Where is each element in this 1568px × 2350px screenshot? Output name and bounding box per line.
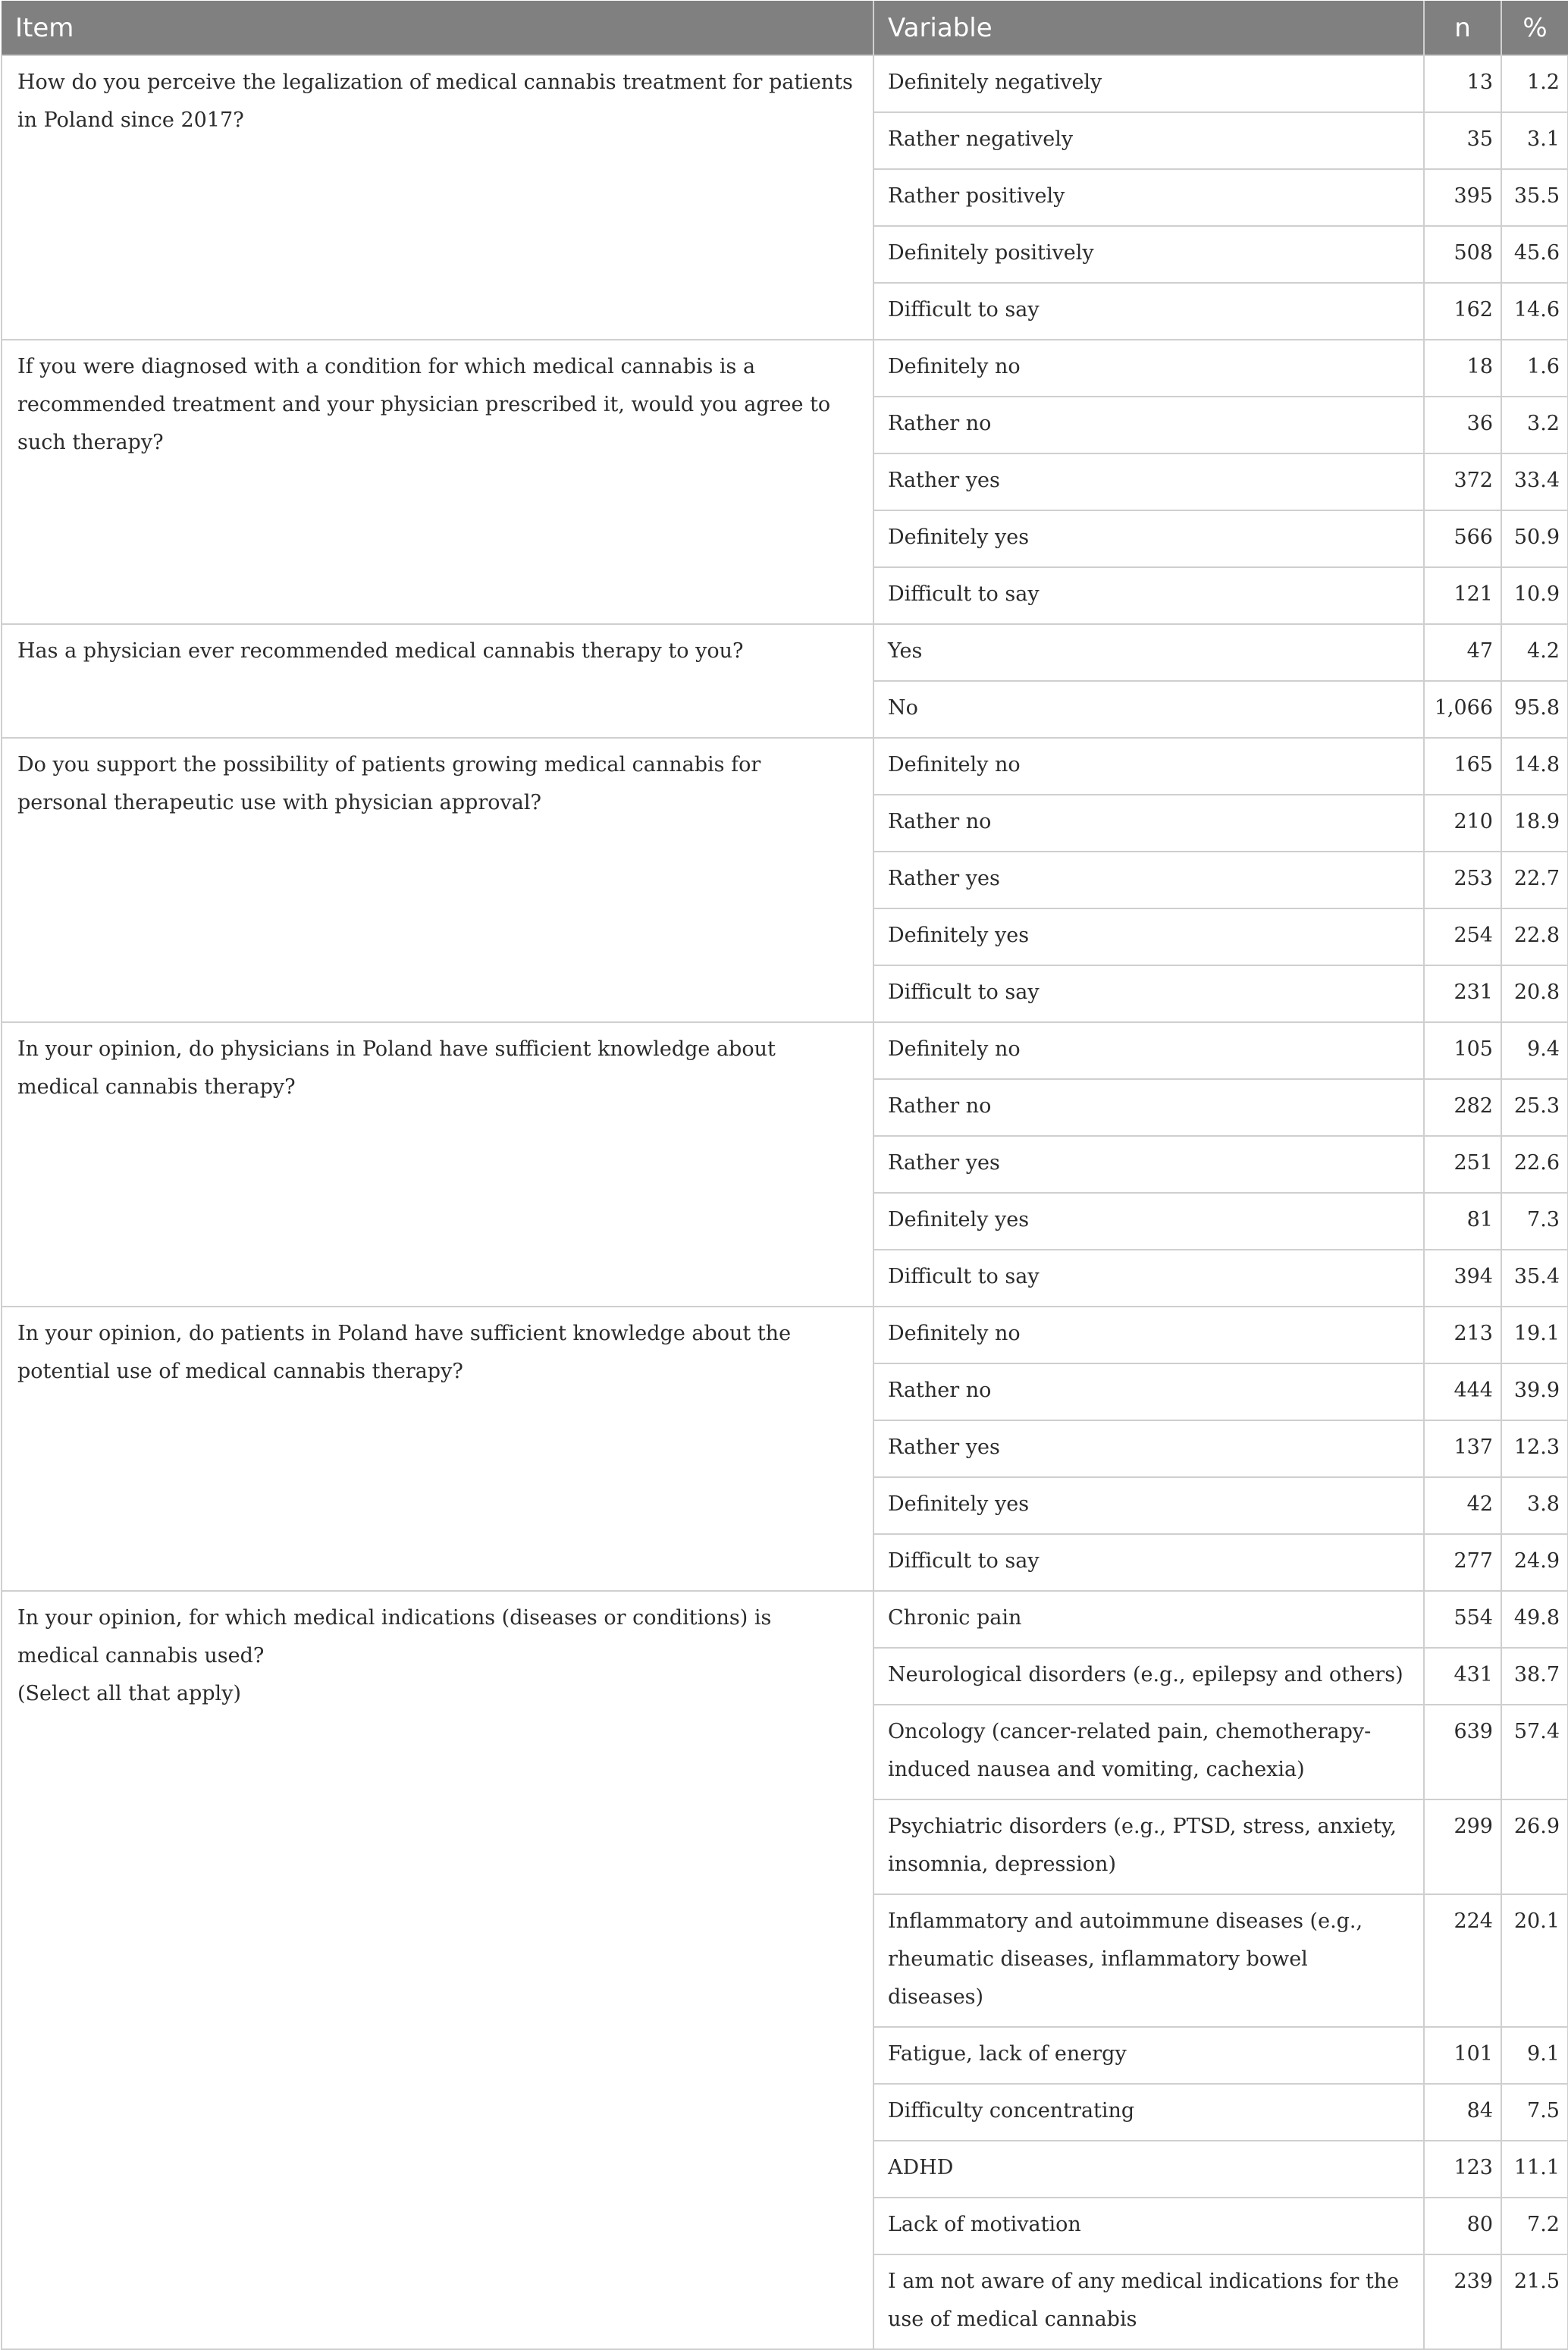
variable-cell: Definitely no [873, 340, 1424, 397]
percent-cell: 22.6 [1501, 1136, 1568, 1193]
table-row [2, 624, 1568, 681]
count-cell: 395 [1424, 169, 1501, 226]
percent-cell: 9.1 [1501, 2027, 1568, 2084]
count-cell: 18 [1424, 340, 1501, 397]
item-question-note: (Select all that apply) [17, 1682, 241, 1705]
count-cell: 42 [1424, 1477, 1501, 1534]
count-cell: 1,066 [1424, 681, 1501, 738]
percent-cell: 10.9 [1501, 567, 1568, 624]
variable-cell: Definitely no [873, 1022, 1424, 1079]
count-cell: 123 [1424, 2141, 1501, 2198]
variable-cell: Yes [873, 624, 1424, 681]
percent-cell: 25.3 [1501, 1079, 1568, 1136]
count-cell: 210 [1424, 795, 1501, 852]
count-cell: 162 [1424, 283, 1501, 340]
percent-cell: 22.8 [1501, 908, 1568, 965]
percent-cell: 21.5 [1501, 2254, 1568, 2349]
item-question-cell [2, 624, 873, 738]
percent-cell: 20.8 [1501, 965, 1568, 1022]
percent-cell: 1.6 [1501, 340, 1568, 397]
variable-cell: Definitely yes [873, 1193, 1424, 1250]
table-header [2, 1, 1568, 55]
item-question-text: If you were diagnosed with a condition for which medical cannabis is a recommended treatment and your physician prescribed it, would you agree to such therapy? [17, 355, 831, 454]
header-variable: Variable [873, 1, 1424, 55]
variable-cell: Neurological disorders (e.g., epilepsy and others) [873, 1648, 1424, 1705]
percent-cell: 39.9 [1501, 1363, 1568, 1420]
count-cell: 224 [1424, 1894, 1501, 2027]
variable-cell: Definitely yes [873, 510, 1424, 567]
count-cell: 277 [1424, 1534, 1501, 1591]
count-cell: 282 [1424, 1079, 1501, 1136]
percent-cell: 57.4 [1501, 1705, 1568, 1799]
count-cell: 121 [1424, 567, 1501, 624]
count-cell: 137 [1424, 1420, 1501, 1477]
count-cell: 165 [1424, 738, 1501, 795]
variable-cell: Rather positively [873, 169, 1424, 226]
item-question-cell [2, 738, 873, 1022]
header-percent: % [1501, 1, 1568, 55]
percent-cell: 24.9 [1501, 1534, 1568, 1591]
count-cell: 213 [1424, 1307, 1501, 1363]
survey-table [1, 1, 1568, 2350]
variable-cell: Difficult to say [873, 567, 1424, 624]
count-cell: 13 [1424, 55, 1501, 112]
variable-cell: Definitely no [873, 1307, 1424, 1363]
item-question-text: How do you perceive the legalization of medical cannabis treatment for patients in Poland since 2017? [17, 71, 853, 132]
variable-cell: Rather no [873, 397, 1424, 453]
percent-cell: 18.9 [1501, 795, 1568, 852]
percent-cell: 26.9 [1501, 1799, 1568, 1894]
percent-cell: 7.2 [1501, 2198, 1568, 2254]
item-question-cell [2, 55, 873, 340]
variable-cell: I am not aware of any medical indications for the use of medical cannabis [873, 2254, 1424, 2349]
count-cell: 35 [1424, 112, 1501, 169]
count-cell: 253 [1424, 852, 1501, 908]
table-row [2, 1307, 1568, 1363]
percent-cell: 12.3 [1501, 1420, 1568, 1477]
variable-cell: Difficult to say [873, 1250, 1424, 1307]
table-row [2, 738, 1568, 795]
count-cell: 36 [1424, 397, 1501, 453]
item-question-text: In your opinion, do patients in Poland have sufficient knowledge about the potential use of medical cannabis therapy? [17, 1322, 792, 1383]
percent-cell: 35.4 [1501, 1250, 1568, 1307]
percent-cell: 49.8 [1501, 1591, 1568, 1648]
table-row [2, 1022, 1568, 1079]
count-cell: 101 [1424, 2027, 1501, 2084]
count-cell: 231 [1424, 965, 1501, 1022]
variable-cell: Lack of motivation [873, 2198, 1424, 2254]
percent-cell: 35.5 [1501, 169, 1568, 226]
percent-cell: 19.1 [1501, 1307, 1568, 1363]
variable-cell: Definitely negatively [873, 55, 1424, 112]
percent-cell: 1.2 [1501, 55, 1568, 112]
table-row [2, 1591, 1568, 1648]
count-cell: 639 [1424, 1705, 1501, 1799]
header-row [2, 1, 1568, 55]
percent-cell: 38.7 [1501, 1648, 1568, 1705]
variable-cell: Rather no [873, 795, 1424, 852]
count-cell: 444 [1424, 1363, 1501, 1420]
item-question-text: Do you support the possibility of patients growing medical cannabis for personal therapeutic use with physician approval? [17, 753, 761, 814]
item-question-cell [2, 1591, 873, 2349]
table-row [2, 340, 1568, 397]
percent-cell: 45.6 [1501, 226, 1568, 283]
percent-cell: 4.2 [1501, 624, 1568, 681]
variable-cell: Fatigue, lack of energy [873, 2027, 1424, 2084]
percent-cell: 11.1 [1501, 2141, 1568, 2198]
percent-cell: 9.4 [1501, 1022, 1568, 1079]
variable-cell: Chronic pain [873, 1591, 1424, 1648]
item-question-cell [2, 1307, 873, 1591]
percent-cell: 22.7 [1501, 852, 1568, 908]
item-question-text: Has a physician ever recommended medical cannabis therapy to you? [17, 639, 744, 663]
percent-cell: 50.9 [1501, 510, 1568, 567]
variable-cell: Rather negatively [873, 112, 1424, 169]
header-n: n [1424, 1, 1501, 55]
percent-cell: 7.5 [1501, 2084, 1568, 2141]
variable-cell: Inflammatory and autoimmune diseases (e.g., rheumatic diseases, inflammatory bowel diseases) [873, 1894, 1424, 2027]
count-cell: 239 [1424, 2254, 1501, 2349]
count-cell: 254 [1424, 908, 1501, 965]
count-cell: 81 [1424, 1193, 1501, 1250]
variable-cell: Definitely no [873, 738, 1424, 795]
variable-cell: Difficult to say [873, 1534, 1424, 1591]
variable-cell: Rather yes [873, 1420, 1424, 1477]
count-cell: 566 [1424, 510, 1501, 567]
variable-cell: Definitely yes [873, 908, 1424, 965]
item-question-text: In your opinion, do physicians in Poland have sufficient knowledge about medical cannabis therapy? [17, 1037, 776, 1099]
percent-cell: 3.8 [1501, 1477, 1568, 1534]
table-body [2, 55, 1568, 2349]
count-cell: 372 [1424, 453, 1501, 510]
percent-cell: 3.1 [1501, 112, 1568, 169]
item-question-cell [2, 340, 873, 624]
percent-cell: 33.4 [1501, 453, 1568, 510]
percent-cell: 7.3 [1501, 1193, 1568, 1250]
count-cell: 394 [1424, 1250, 1501, 1307]
count-cell: 508 [1424, 226, 1501, 283]
variable-cell: Difficult to say [873, 965, 1424, 1022]
count-cell: 431 [1424, 1648, 1501, 1705]
variable-cell: Difficult to say [873, 283, 1424, 340]
count-cell: 84 [1424, 2084, 1501, 2141]
variable-cell: Rather yes [873, 852, 1424, 908]
variable-cell: Rather no [873, 1079, 1424, 1136]
percent-cell: 3.2 [1501, 397, 1568, 453]
percent-cell: 14.8 [1501, 738, 1568, 795]
variable-cell: Rather yes [873, 453, 1424, 510]
variable-cell: Oncology (cancer-related pain, chemotherapy-induced nausea and vomiting, cachexia) [873, 1705, 1424, 1799]
percent-cell: 14.6 [1501, 283, 1568, 340]
variable-cell: Difficulty concentrating [873, 2084, 1424, 2141]
variable-cell: Definitely positively [873, 226, 1424, 283]
variable-cell: Rather yes [873, 1136, 1424, 1193]
variable-cell: No [873, 681, 1424, 738]
percent-cell: 95.8 [1501, 681, 1568, 738]
count-cell: 47 [1424, 624, 1501, 681]
count-cell: 80 [1424, 2198, 1501, 2254]
count-cell: 554 [1424, 1591, 1501, 1648]
table-row [2, 55, 1568, 112]
item-question-text: In your opinion, for which medical indications (diseases or conditions) is medical cannabis used? [17, 1606, 772, 1668]
variable-cell: Psychiatric disorders (e.g., PTSD, stress, anxiety, insomnia, depression) [873, 1799, 1424, 1894]
count-cell: 105 [1424, 1022, 1501, 1079]
count-cell: 299 [1424, 1799, 1501, 1894]
count-cell: 251 [1424, 1136, 1501, 1193]
variable-cell: Definitely yes [873, 1477, 1424, 1534]
item-question-cell [2, 1022, 873, 1307]
percent-cell: 20.1 [1501, 1894, 1568, 2027]
variable-cell: Rather no [873, 1363, 1424, 1420]
header-item: Item [2, 1, 873, 55]
variable-cell: ADHD [873, 2141, 1424, 2198]
